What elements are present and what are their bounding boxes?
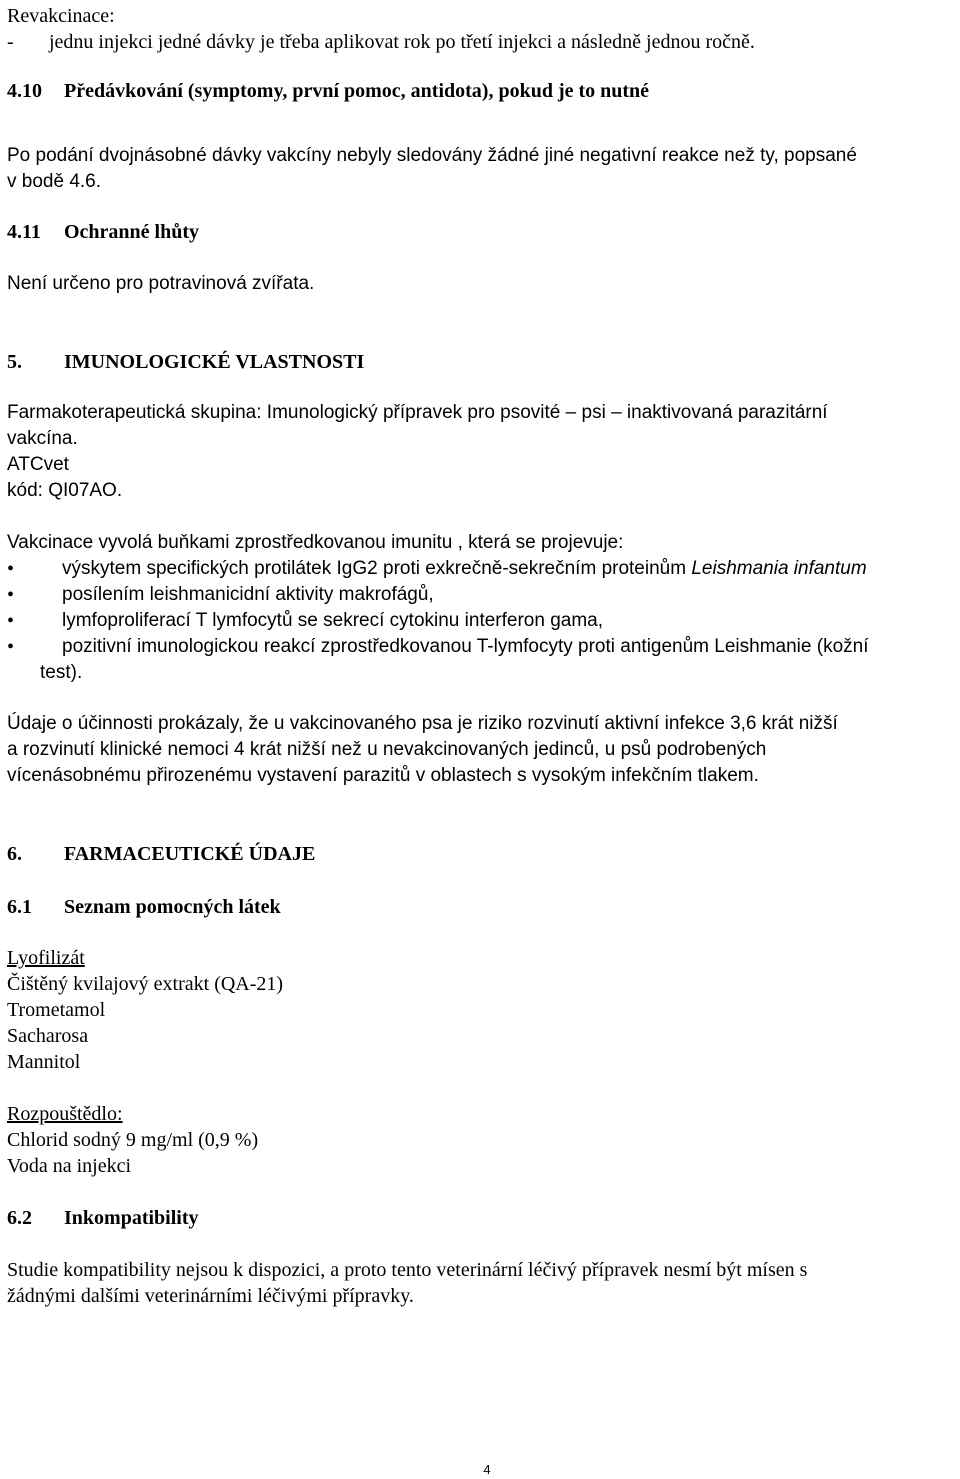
revakcinace-text: jednu injekci jedné dávky je třeba aplikovat rok po třetí injekci a následně jednou ročně. [49, 31, 755, 53]
withdrawal-text: Není určeno pro potravinová zvířata. [7, 273, 315, 294]
revakcinace-item [7, 29, 755, 55]
bullet-marker: • [7, 584, 15, 606]
efficacy-line2: a rozvinutí klinické nemoci 4 krát nižší než u nevakcinovaných jedinců, u psů podrobených [7, 739, 767, 760]
section-6-heading [7, 841, 315, 867]
section-6-2-heading [7, 1205, 198, 1231]
section-number: 4.11 [7, 221, 41, 243]
section-number: 4.10 [7, 80, 42, 102]
section-4-11-heading [7, 219, 199, 245]
immunity-intro: Vakcinace vyvolá buňkami zprostředkovanou imunitu , která se projevuje: [7, 532, 624, 553]
bullet-item: posílením leishmanicidní aktivity makrofágů, [62, 584, 434, 605]
bullet-marker: • [7, 610, 15, 632]
section-5-heading [7, 349, 364, 375]
pharmacotherapeutic-line2: vakcína. [7, 428, 78, 449]
atcvet-code: kód: QI07AO. [7, 480, 123, 501]
section-number: 6.1 [7, 896, 32, 918]
lyophilisate-label: Lyofilizát [7, 947, 85, 969]
section-number: 6.2 [7, 1207, 32, 1229]
section-6-1-heading [7, 894, 281, 920]
bullet-marker: • [7, 558, 15, 580]
efficacy-line3: vícenásobnému přirozenému vystavení parazitů v oblastech s vysokým infekčním tlakem. [7, 765, 759, 786]
section-title: Ochranné lhůty [64, 221, 200, 243]
section-title: Inkompatibility [64, 1207, 199, 1229]
pharmacotherapeutic-line1: Farmakoterapeutická skupina: Imunologický přípravek pro psovité – psi – inaktivovaná parazitární [7, 402, 828, 423]
section-title: Předávkování (symptomy, první pomoc, antidota), pokud je to nutné [64, 80, 650, 102]
bullet-item-continuation: test). [40, 662, 83, 683]
bullet-marker: • [7, 636, 15, 658]
bullet-item: lymfoproliferací T lymfocytů se sekrecí cytokinu interferon gama, [62, 610, 604, 631]
excipient-item: Trometamol [7, 999, 106, 1021]
bullet-item-text: výskytem specifických protilátek IgG2 proti exkrečně-sekrečním proteinům [62, 558, 692, 579]
incompatibility-line1: Studie kompatibility nejsou k dispozici, a proto tento veterinární léčivý přípravek nesmí být mísen s [7, 1259, 808, 1281]
efficacy-line1: Údaje o účinnosti prokázaly, že u vakcinovaného psa je riziko rozvinutí aktivní infekce 3,6 krát nižší [7, 713, 838, 734]
excipient-item: Sacharosa [7, 1025, 89, 1047]
section-title: IMUNOLOGICKÉ VLASTNOSTI [64, 351, 365, 373]
section-title: FARMACEUTICKÉ ÚDAJE [64, 843, 316, 865]
overdose-text-line2: v bodě 4.6. [7, 171, 102, 192]
bullet-item-italic: Leishmania infantum [691, 558, 867, 579]
section-title: Seznam pomocných látek [64, 896, 281, 918]
section-number: 6. [7, 843, 22, 865]
solvent-item: Chlorid sodný 9 mg/ml (0,9 %) [7, 1129, 259, 1151]
section-4-10-heading [7, 78, 649, 104]
section-number: 5. [7, 351, 22, 373]
solvent-item: Voda na injekci [7, 1155, 132, 1177]
excipient-item: Mannitol [7, 1051, 81, 1073]
revakcinace-label: Revakcinace: [7, 5, 115, 27]
dash-marker: - [7, 31, 14, 53]
excipient-item: Čištěný kvilajový extrakt (QA-21) [7, 973, 284, 995]
incompatibility-line2: žádnými dalšími veterinárními léčivými přípravky. [7, 1285, 414, 1307]
solvent-label: Rozpouštědlo: [7, 1103, 123, 1125]
atcvet-label: ATCvet [7, 454, 69, 475]
bullet-item [62, 556, 867, 582]
bullet-item: pozitivní imunologickou reakcí zprostředkovanou T-lymfocyty proti antigenům Leishmanie (kožní [62, 636, 869, 657]
overdose-text-line1: Po podání dvojnásobné dávky vakcíny nebyly sledovány žádné jiné negativní reakce než ty, popsané [7, 145, 857, 166]
page-number: 4 [483, 1462, 491, 1477]
